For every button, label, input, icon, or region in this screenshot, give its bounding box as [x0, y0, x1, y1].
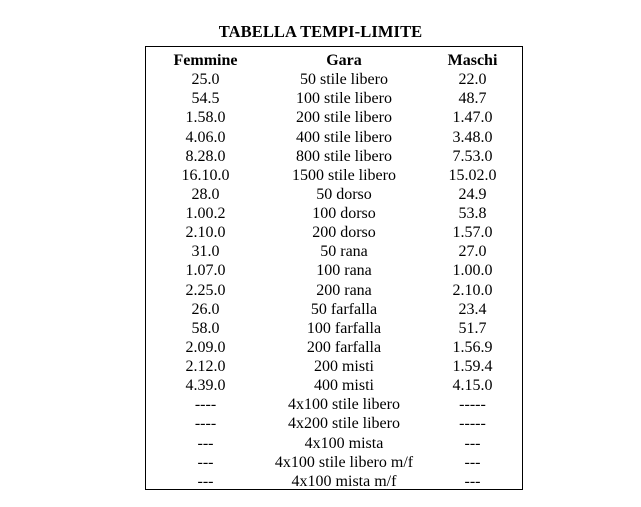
table-row	[145, 357, 523, 376]
femmine-time: 2.10.0	[185, 224, 226, 242]
femmine-time: ---	[197, 434, 214, 452]
maschi-time: 3.48.0	[452, 128, 493, 146]
table-row	[145, 166, 523, 185]
femmine-time: 31.0	[191, 243, 220, 261]
table-row	[145, 434, 523, 453]
femmine-time: 1.00.2	[185, 205, 226, 223]
maschi-time: 48.7	[458, 90, 487, 108]
femmine-time: 54.5	[191, 90, 220, 108]
femmine-time: 2.25.0	[185, 281, 226, 299]
femmine-time: 25.0	[191, 71, 220, 89]
table-row	[145, 281, 523, 300]
event-name: 50 rana	[320, 243, 368, 261]
event-name: 4x100 mista	[304, 434, 384, 452]
event-name: 100 dorso	[312, 205, 376, 223]
femmine-time: ---	[197, 453, 214, 471]
maschi-time: 1.59.4	[452, 358, 493, 376]
femmine-time: 58.0	[191, 319, 220, 337]
event-name: 800 stile libero	[296, 147, 392, 165]
maschi-time: 23.4	[458, 300, 487, 318]
table-row	[145, 395, 523, 414]
table-row	[145, 147, 523, 166]
event-name: 4x100 stile libero m/f	[274, 453, 414, 471]
maschi-time: 24.9	[458, 185, 487, 203]
maschi-time: 1.47.0	[452, 109, 493, 127]
table-row	[145, 89, 523, 108]
event-name: 200 misti	[313, 358, 374, 376]
maschi-time: 22.0	[458, 71, 487, 89]
event-name: 4x100 stile libero	[288, 396, 400, 414]
event-name: 50 farfalla	[310, 300, 378, 318]
femmine-time: ---	[197, 472, 214, 490]
femmine-time: 2.12.0	[185, 358, 226, 376]
femmine-time: 26.0	[191, 300, 220, 318]
event-name: 1500 stile libero	[292, 166, 396, 184]
femmine-time: 4.06.0	[185, 128, 226, 146]
time-limits-table	[145, 51, 523, 491]
column-header-gara: Gara	[326, 52, 362, 70]
event-name: 50 stile libero	[300, 71, 388, 89]
table-row	[145, 108, 523, 127]
maschi-time: -----	[459, 396, 486, 414]
event-name: 200 rana	[316, 281, 372, 299]
event-name: 100 stile libero	[296, 90, 392, 108]
table-row	[145, 261, 523, 280]
table-row	[145, 185, 523, 204]
header-row	[145, 51, 523, 70]
maschi-time: 7.53.0	[452, 147, 493, 165]
table-row	[145, 453, 523, 472]
event-name: 400 misti	[313, 377, 374, 395]
table-row	[145, 414, 523, 433]
femmine-time: ----	[194, 415, 217, 433]
table-row	[145, 319, 523, 338]
maschi-time: 1.00.0	[452, 262, 493, 280]
column-header-maschi: Maschi	[447, 52, 498, 70]
maschi-time: ---	[464, 453, 481, 471]
table-row	[145, 242, 523, 261]
event-name: 100 rana	[316, 262, 372, 280]
event-name: 4x100 mista m/f	[291, 472, 397, 490]
table-row	[145, 376, 523, 395]
event-name: 4x200 stile libero	[288, 415, 400, 433]
maschi-time: 15.02.0	[448, 166, 497, 184]
femmine-time: 1.58.0	[185, 109, 226, 127]
femmine-time: 8.28.0	[185, 147, 226, 165]
event-name: 200 stile libero	[296, 109, 392, 127]
event-name: 200 dorso	[312, 224, 376, 242]
maschi-time: ---	[464, 434, 481, 452]
table-row	[145, 300, 523, 319]
femmine-time: 16.10.0	[181, 166, 230, 184]
maschi-time: 1.56.9	[452, 338, 493, 356]
femmine-time: 4.39.0	[185, 377, 226, 395]
event-name: 50 dorso	[316, 185, 372, 203]
table-row	[145, 338, 523, 357]
maschi-time: 2.10.0	[452, 281, 493, 299]
maschi-time: 1.57.0	[452, 224, 493, 242]
femmine-time: 1.07.0	[185, 262, 226, 280]
femmine-time: 28.0	[191, 185, 220, 203]
event-name: 400 stile libero	[296, 128, 392, 146]
maschi-time: 53.8	[458, 205, 487, 223]
event-name: 100 farfalla	[306, 319, 382, 337]
table-title: TABELLA TEMPI-LIMITE	[218, 22, 423, 41]
maschi-time: ---	[464, 472, 481, 490]
femmine-time: ----	[194, 396, 217, 414]
maschi-time: 4.15.0	[452, 377, 493, 395]
maschi-time: 51.7	[458, 319, 487, 337]
table-row	[145, 128, 523, 147]
column-header-femmine: Femmine	[173, 52, 238, 70]
table-row	[145, 223, 523, 242]
table-row	[145, 204, 523, 223]
event-name: 200 farfalla	[306, 338, 382, 356]
table-row	[145, 70, 523, 89]
maschi-time: 27.0	[458, 243, 487, 261]
maschi-time: -----	[459, 415, 486, 433]
femmine-time: 2.09.0	[185, 338, 226, 356]
table-row	[145, 472, 523, 491]
